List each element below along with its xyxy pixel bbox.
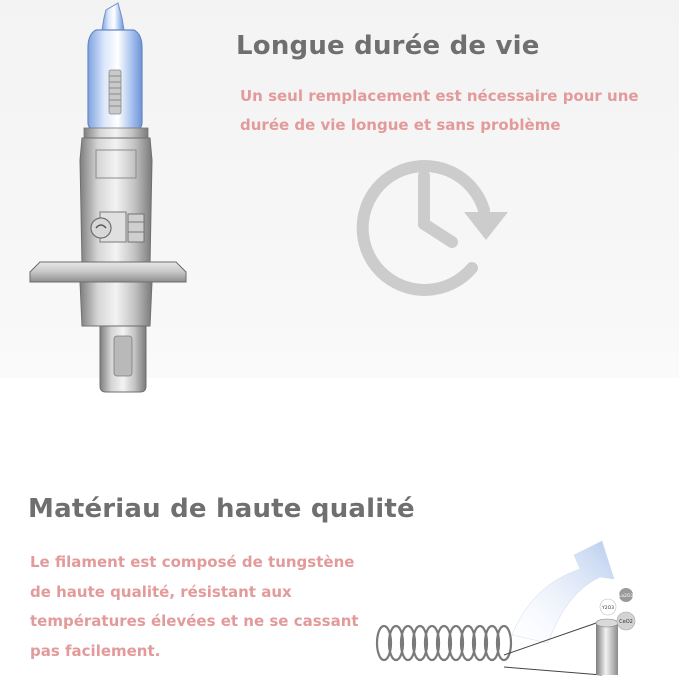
lifespan-description-line-1: Un seul remplacement est nécessaire pour une [240,87,639,105]
filament-illustration [370,535,670,680]
oxide-label-y2o3: Y2O3 [601,606,615,611]
lifespan-title: Longue durée de vie [236,31,540,61]
material-description-line-4: pas facilement. [30,641,161,660]
oxide-label-la2o3: La2O3 [618,594,634,599]
material-description-line-3: températures élevées et ne se cassant [30,612,359,630]
clock-refresh-icon [352,150,512,300]
h1-bulb-image [0,0,230,400]
material-description-line-1: Le filament est composé de tungstène [30,553,355,571]
lifespan-description-line-2: durée de vie longue et sans problème [240,116,561,134]
oxide-label-ceo2: CeO2 [619,619,633,625]
material-description [30,548,359,666]
material-description-line-2: de haute qualité, résistant aux [30,582,292,601]
material-title: Matériau de haute qualité [28,494,415,524]
